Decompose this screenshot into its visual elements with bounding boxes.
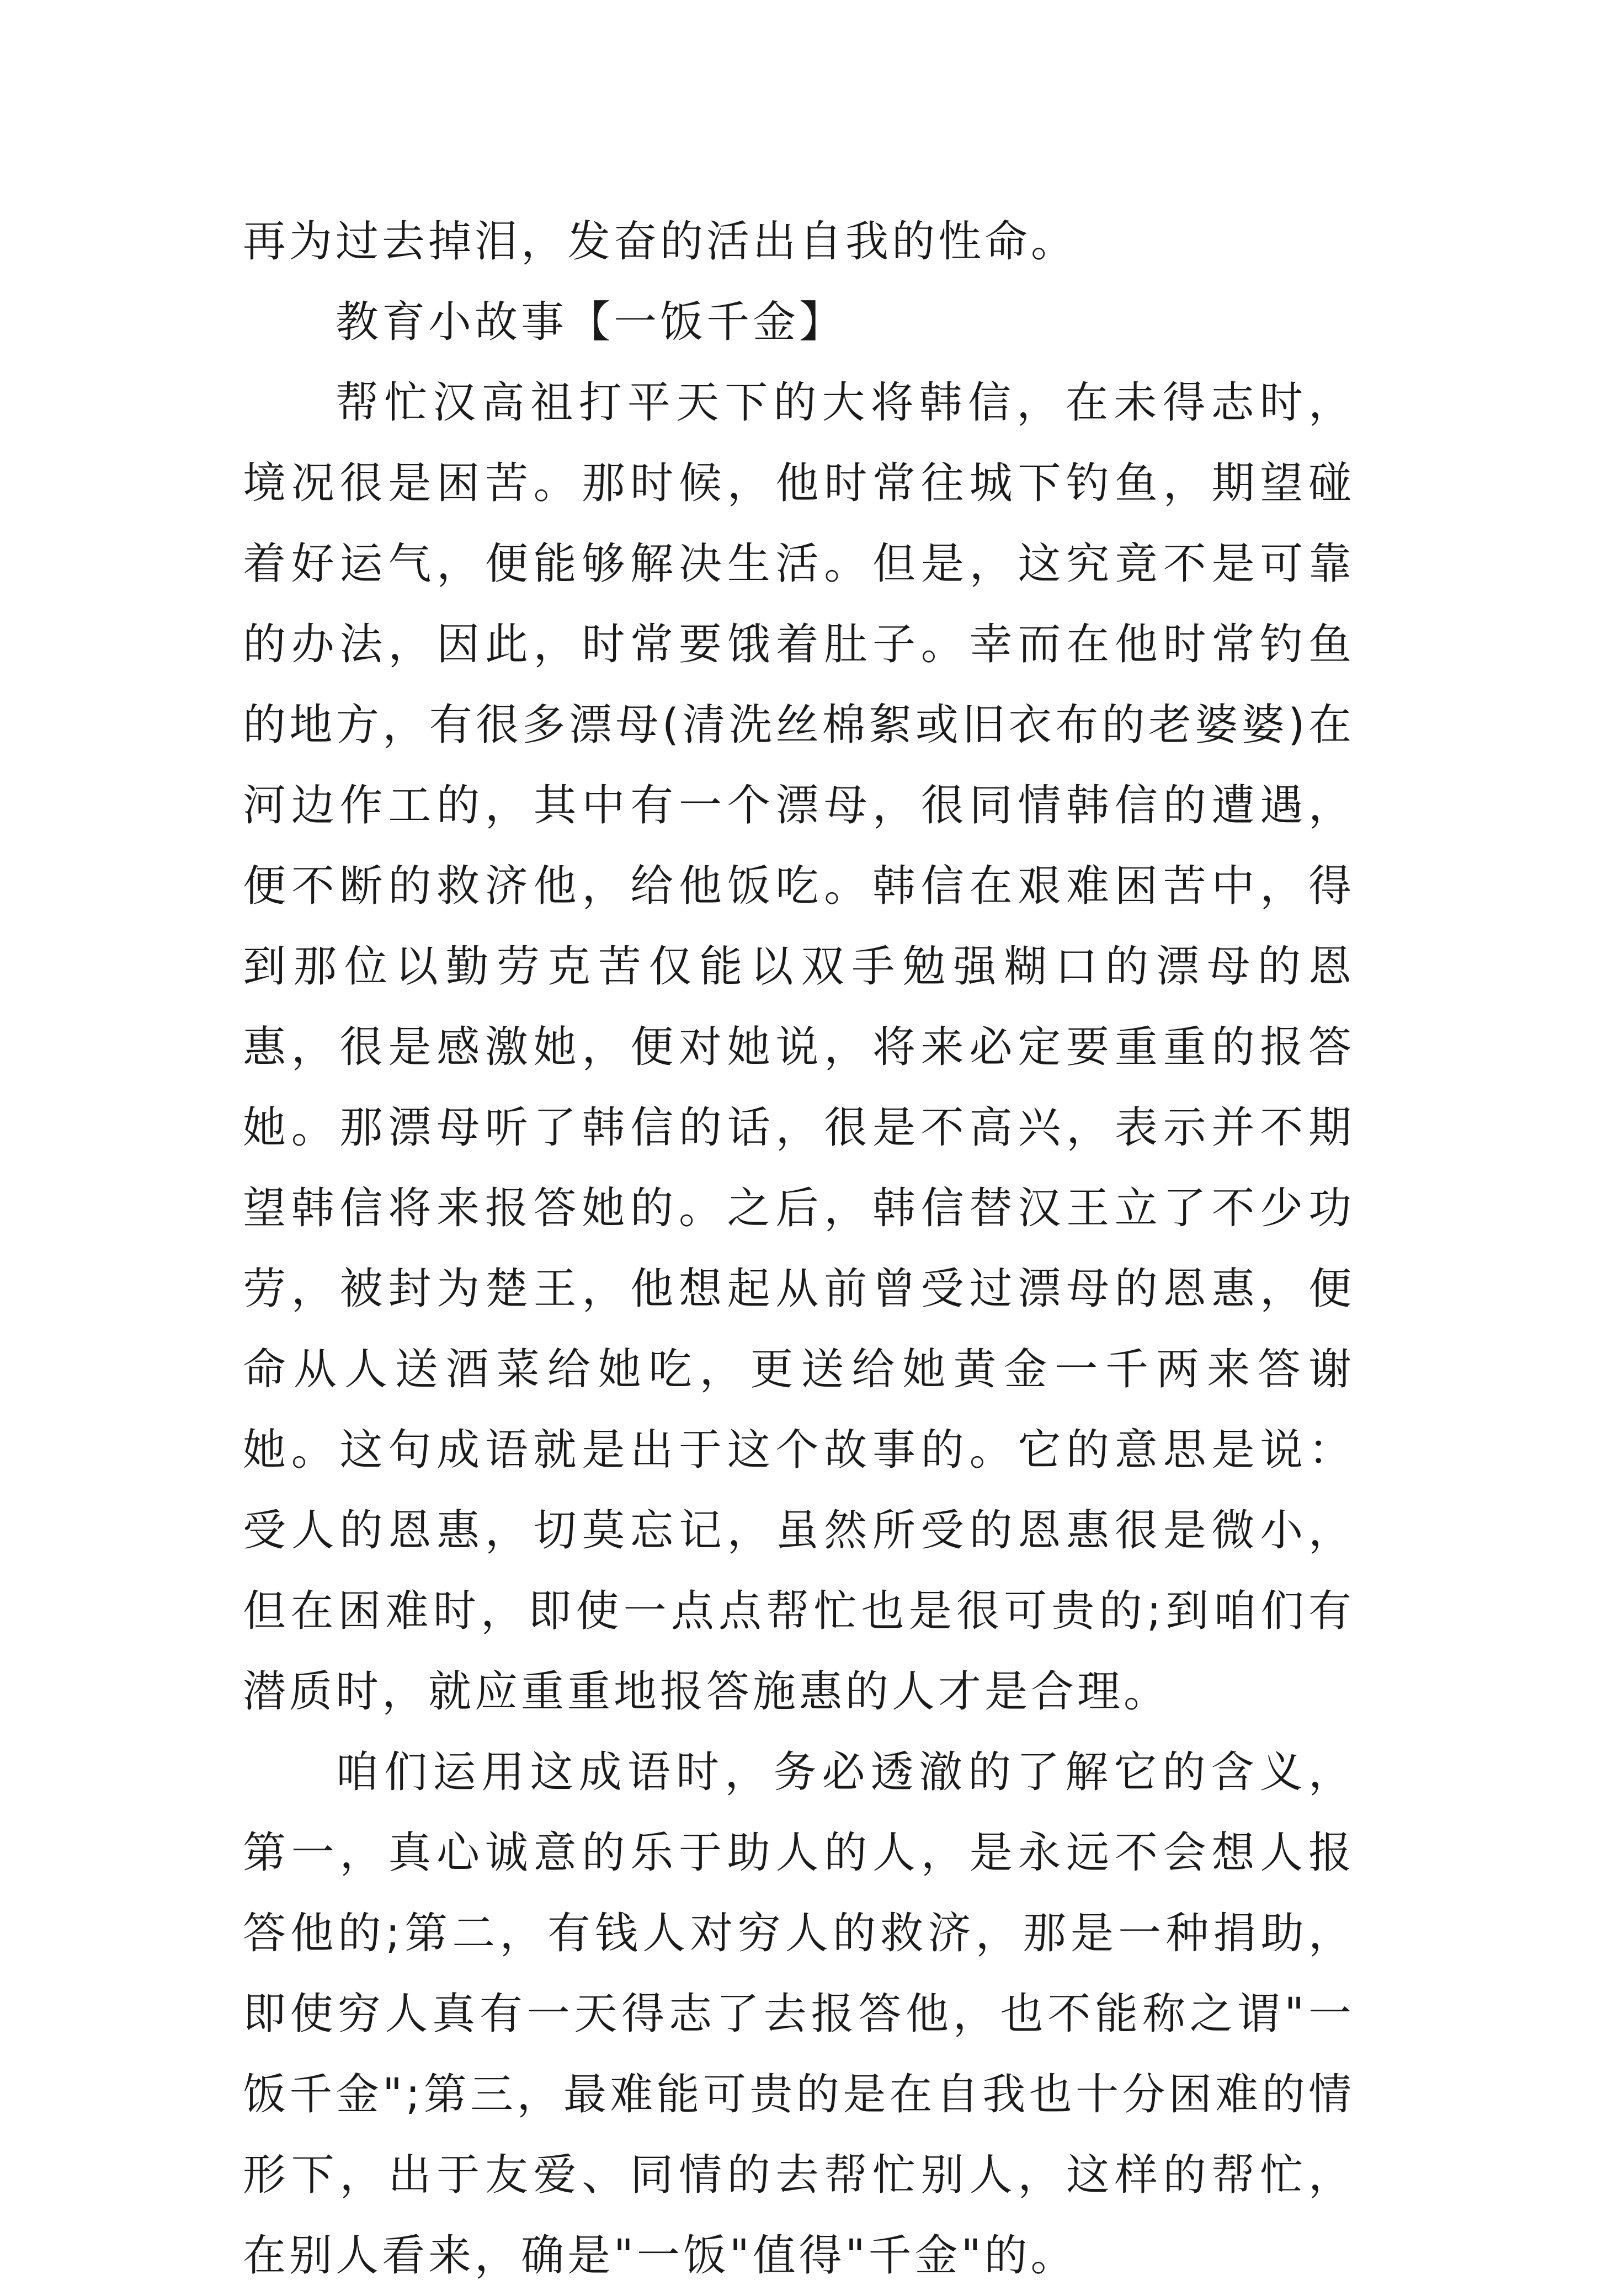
story-heading: 教育小故事【一饭千金】 (336, 297, 846, 347)
paragraph-story: 帮忙汉高祖打平天下的大将韩信，在未得志时，境况很是困苦。那时候，他时常往城下钓鱼，期望碰着好运气，便能够解决生活。但是，这究竟不是可靠的办法，因此，时常要饿着肚子。幸而在他时常钓鱼的地方，有很多漂母(清洗丝棉絮或旧衣布的老婆婆)在河边作工的，其中有一个漂母，很同情韩信的遭遇，便不断的救济他，给他饭吃。韩信在艰难困苦中，得到那位以勤劳克苦仅能以双手勉强糊口的漂母的恩惠，很是感激她，便对她说，将来必定要重重的报答她。那漂母听了韩信的话，很是不高兴，表示并不期望韩信将来报答她的。之后，韩信替汉王立了不少功劳，被封为楚王，他想起从前曾受过漂母的恩惠，便命从人送酒菜给她吃，更送给她黄金一千两来答谢她。这句成语就是出于这个故事的。它的意思是说：受人的恩惠，切莫忘记，虽然所受的恩惠很是微小，但在困难时，即使一点点帮忙也是很可贵的;到咱们有潜质时，就应重重地报答施惠的人才是合理。 (243, 378, 1355, 1717)
paragraph-usage: 咱们运用这成语时，务必透澈的了解它的含义，第一，真心诚意的乐于助人的人，是永远不会想人报答他的;第二，有钱人对穷人的救济，那是一种捐助，即使穷人真有一天得志了去报答他，也不能称之谓"一饭千金";第三，最难能可贵的是在自我也十分困难的情形下，出于友爱、同情的去帮忙别人，这样的帮忙，在别人看来，确是"一饭"值得"千金"的。 (243, 1748, 1355, 2281)
paragraph-continuation: 再为过去掉泪，发奋的活出自我的性命。 (243, 217, 1078, 267)
document-body (243, 201, 1355, 2296)
